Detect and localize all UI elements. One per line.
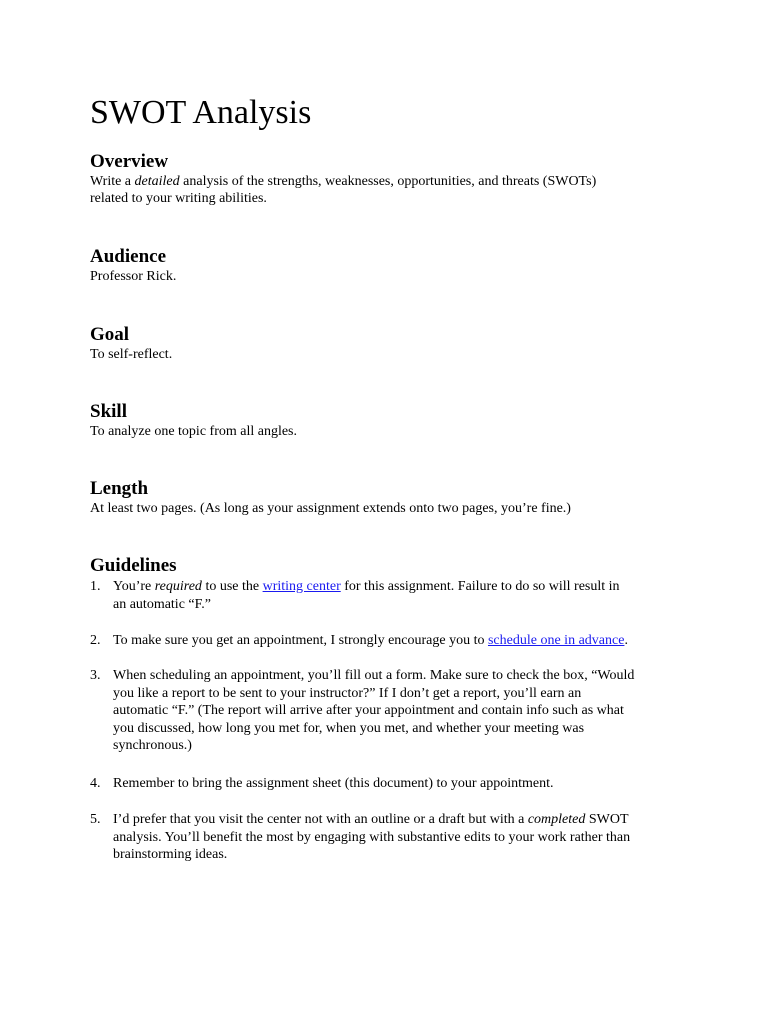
guideline-5-text-b: SWOT [585, 812, 629, 827]
audience-text: Professor Rick. [90, 269, 177, 284]
guideline-3-line-1: When scheduling an appointment, you’ll fill out a form. Make sure to check the box, “Would [113, 668, 635, 683]
length-text: At least two pages. (As long as your assignment extends onto two pages, you’re fine.) [90, 501, 571, 516]
goal-text: To self-reflect. [90, 347, 173, 362]
guideline-5-line-2: analysis. You’ll benefit the most by engaging with substantive edits to your work rather than [113, 829, 631, 845]
schedule-in-advance-link[interactable]: schedule one in advance [487, 633, 625, 648]
guideline-3-line-2: you like a report to be sent to your instructor?” If I don’t get a report, you’ll earn an [113, 685, 582, 701]
overview-text-a: Write a [90, 174, 135, 189]
guidelines-section [90, 555, 690, 577]
guideline-5-text-a: I’d prefer that you visit the center not with an outline or a draft but with a [113, 812, 528, 827]
guideline-number-5: 5. [90, 812, 101, 827]
guideline-1-emphasis: required [154, 579, 202, 594]
overview-text [90, 173, 690, 207]
guideline-4-line-1: Remember to bring the assignment sheet (this document) to your appointment. [113, 776, 554, 791]
overview-line-2: related to your writing abilities. [90, 191, 267, 206]
guidelines-heading: Guidelines [90, 555, 177, 576]
skill-section [90, 401, 690, 440]
goal-heading: Goal [90, 324, 130, 345]
overview-text-b: analysis of the strengths, weaknesses, opportunities, and threats (SWOTs) [179, 174, 597, 189]
guideline-1-text-c: for this assignment. Failure to do so will result in [340, 579, 620, 594]
writing-center-link[interactable]: writing center [262, 579, 341, 594]
guideline-number-3: 3. [90, 668, 101, 683]
goal-section [90, 324, 690, 363]
skill-text: To analyze one topic from all angles. [90, 424, 297, 439]
guideline-2-line-1 [113, 632, 693, 650]
guideline-5-line-1 [113, 811, 693, 829]
guideline-2-text-b: . [624, 633, 628, 648]
guideline-5-emphasis: completed [527, 812, 586, 827]
guideline-1-line-1 [113, 578, 693, 596]
guideline-2-text-a: To make sure you get an appointment, I strongly encourage you to [113, 633, 488, 648]
guideline-1-text-b: to use the [201, 579, 263, 594]
audience-heading: Audience [90, 246, 166, 267]
guideline-number-2: 2. [90, 633, 101, 648]
guideline-3-line-5: synchronous.) [113, 738, 192, 753]
guideline-1-line-2: an automatic “F.” [113, 596, 212, 612]
guideline-3-line-3: automatic “F.” (The report will arrive after your appointment and contain info such as what [113, 703, 624, 718]
overview-section [90, 151, 690, 207]
overview-emphasis: detailed [134, 174, 180, 189]
guideline-number-4: 4. [90, 776, 101, 791]
length-section [90, 478, 690, 517]
guideline-1-text-a: You’re [113, 579, 155, 594]
guideline-3-line-4: you discussed, how long you met for, when you met, and whether your meeting was [113, 720, 585, 736]
overview-heading: Overview [90, 151, 169, 172]
audience-section [90, 246, 690, 285]
guideline-number-1: 1. [90, 579, 101, 594]
guideline-5-line-3: brainstorming ideas. [113, 847, 228, 862]
skill-heading: Skill [90, 401, 127, 422]
length-heading: Length [90, 478, 149, 499]
document-title: SWOT Analysis [90, 94, 312, 131]
overview-line-1 [90, 174, 596, 189]
